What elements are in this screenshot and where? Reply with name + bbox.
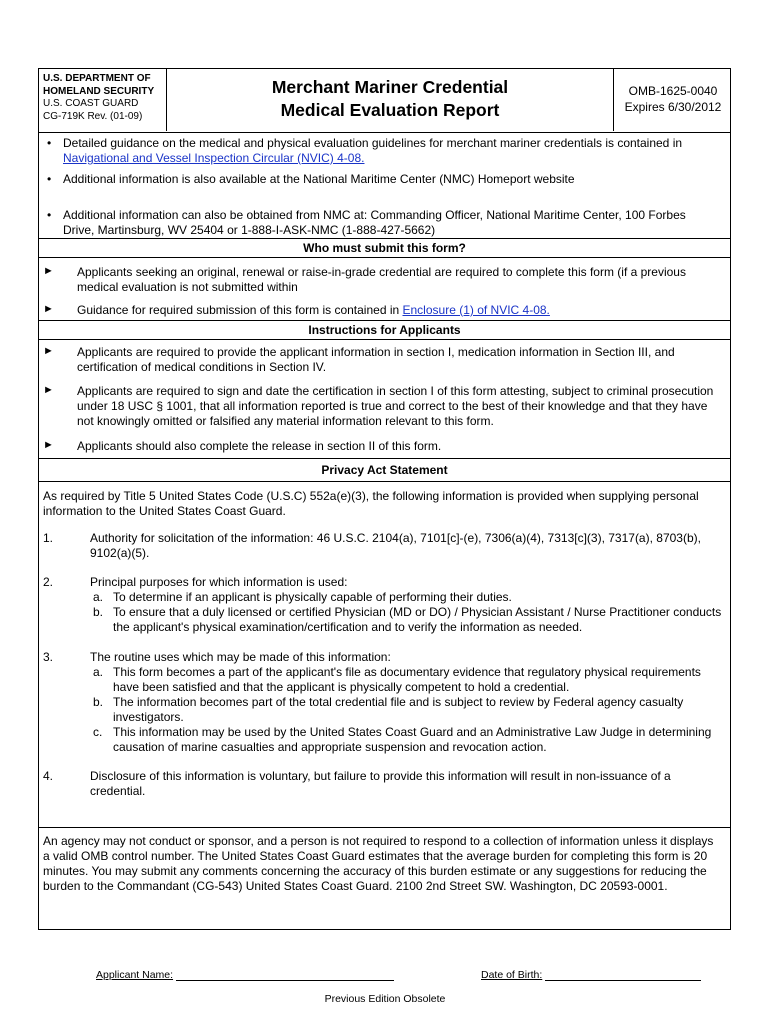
dept-line2: HOMELAND SECURITY: [43, 85, 155, 97]
intro-bullet-2: [47, 172, 719, 187]
form-header: [39, 69, 730, 133]
instructions-item-1-text: Applicants are required to provide the applicant information in section I, medication information in Section III, and certification of medical conditions in Section IV.: [77, 345, 675, 374]
nvic-link[interactable]: Navigational and Vessel Inspection Circular (NVIC) 4-08.: [63, 151, 365, 165]
form-frame: [38, 68, 731, 930]
agency-name: U.S. COAST GUARD: [43, 98, 139, 109]
who-item-2-text: Guidance for required submission of this form is contained in: [77, 303, 403, 317]
instructions-item-1: [43, 345, 723, 375]
arrow-bullet-icon: ►: [43, 303, 54, 315]
privacy-item-2b: [93, 605, 723, 635]
privacy-item-1: [43, 531, 723, 561]
instructions-item-2-text: Applicants are required to sign and date the certification in section I of this form attesting, subject to criminal prosecution under 18 USC § 1001, that all information reported is true and correct to the best of their knowledge and that they have not knowingly omitted or falsified any material information relevant to this form.: [77, 384, 714, 428]
item-number: 3.: [43, 650, 54, 664]
date-of-birth-label: Date of Birth:: [481, 969, 543, 981]
date-of-birth-line[interactable]: [545, 968, 701, 981]
divider: [39, 238, 730, 239]
privacy-item-4: [43, 769, 723, 799]
applicant-name-field[interactable]: [96, 968, 394, 981]
bullet-icon: •: [47, 136, 52, 150]
instructions-item-2: [43, 384, 723, 429]
omb-block: [613, 69, 732, 131]
who-item-2: [43, 303, 723, 318]
intro-bullet-1: [47, 136, 719, 166]
instructions-item-3-text: Applicants should also complete the release in section II of this form.: [77, 439, 442, 453]
privacy-item-3-text: The routine uses which may be made of this information:: [90, 650, 391, 664]
instructions-heading: Instructions for Applicants: [308, 323, 461, 337]
who-item-1-text: Applicants seeking an original, renewal or raise-in-grade credential are required to complete this form (if a previous medical evaluation is not submitted within: [77, 265, 686, 294]
enclosure-link[interactable]: Enclosure (1) of NVIC 4-08.: [402, 303, 550, 317]
title-line2: Medical Evaluation Report: [280, 100, 500, 120]
divider: [39, 320, 730, 321]
dept-line1: U.S. DEPARTMENT OF: [43, 73, 151, 84]
applicant-name-line[interactable]: [176, 968, 394, 981]
privacy-intro: As required by Title 5 United States Code (U.S.C) 552a(e)(3), the following information is provided when supplying personal information to the United States Coast Guard.: [43, 489, 699, 518]
date-of-birth-field[interactable]: [481, 968, 701, 981]
intro-bullet-3-text: Additional information can also be obtained from NMC at: Commanding Officer, National Maritime Center, 100 Forbes Drive, Martinsburg, WV 25404 or 1-888-I-ASK-NMC (1-888-427-5662): [63, 208, 686, 237]
divider: [39, 827, 730, 828]
privacy-item-3a: [93, 665, 723, 695]
privacy-item-1-text: Authority for solicitation of the information: 46 U.S.C. 2104(a), 7101[c]-(e), 7306(a)(4), 7313[c](3), 7317(a), 8703(b), 9102(a)(5).: [90, 531, 701, 560]
privacy-item-4-text: Disclosure of this information is voluntary, but failure to provide this information will result in non-issuance of a credential.: [90, 769, 671, 798]
item-number: 2.: [43, 575, 54, 589]
privacy-item-3b: [93, 695, 723, 725]
divider: [39, 481, 730, 482]
arrow-bullet-icon: ►: [43, 265, 54, 277]
privacy-item-3a-text: This form becomes a part of the applicant's file as documentary evidence that regulatory physical requirements have been satisfied and that the applicant is physically competent to hold a credential.: [113, 665, 701, 694]
sub-letter: a.: [93, 665, 104, 679]
arrow-bullet-icon: ►: [43, 439, 54, 451]
footer-note: Previous Edition Obsolete: [324, 993, 446, 1005]
sub-letter: b.: [93, 695, 104, 709]
intro-bullet-2-text: Additional information is also available at the National Maritime Center (NMC) Homeport website: [63, 172, 575, 186]
item-number: 4.: [43, 769, 54, 783]
sub-letter: c.: [93, 725, 103, 739]
item-number: 1.: [43, 531, 54, 545]
privacy-item-2a-text: To determine if an applicant is physically capable of performing their duties.: [113, 590, 512, 604]
applicant-name-label: Applicant Name:: [96, 969, 174, 981]
bullet-icon: •: [47, 172, 52, 186]
divider: [39, 257, 730, 258]
arrow-bullet-icon: ►: [43, 384, 54, 396]
arrow-bullet-icon: ►: [43, 345, 54, 357]
divider: [39, 339, 730, 340]
sub-letter: b.: [93, 605, 104, 619]
privacy-item-3c-text: This information may be used by the United States Coast Guard and an Administrative Law Judge in determining causation of marine casualties and appropriate suspension and revocation action.: [113, 725, 712, 754]
privacy-item-3: [43, 650, 723, 755]
expiration-date: Expires 6/30/2012: [624, 100, 722, 114]
intro-bullet-1-text: Detailed guidance on the medical and physical evaluation guidelines for merchant mariner credentials is contained in: [63, 136, 683, 150]
divider: [39, 458, 730, 459]
sub-letter: a.: [93, 590, 104, 604]
privacy-item-2-text: Principal purposes for which information is used:: [90, 575, 348, 589]
privacy-item-3b-text: The information becomes part of the total credential file and is subject to review by Federal agency casualty investigators.: [113, 695, 684, 724]
intro-bullet-3: [47, 208, 719, 238]
burden-statement: An agency may not conduct or sponsor, and a person is not required to respond to a collection of information unless it displays a valid OMB control number. The United States Coast Guard estimates that the average burden for completing this form is 20 minutes. You may submit any comments concerning the accuracy of this burden estimate or any suggestions for reducing the burden to the Commandant (CG-543) United States Coast Guard. 2100 2nd Street SW. Washington, DC 20593-0001.: [43, 834, 714, 893]
department-block: [39, 69, 167, 131]
title-line1: Merchant Mariner Credential: [271, 77, 509, 97]
privacy-item-2b-text: To ensure that a duly licensed or certified Physician (MD or DO) / Physician Assistant / Nurse Practitioner conducts the applicant's physical examination/certification and to verify the information as needed.: [113, 605, 722, 634]
privacy-item-3c: [93, 725, 723, 755]
form-title: [167, 69, 613, 131]
who-item-1: [43, 265, 723, 295]
form-number: CG-719K Rev. (01-09): [43, 110, 143, 122]
privacy-item-2: [43, 575, 723, 635]
omb-number: OMB-1625-0040: [628, 84, 718, 98]
instructions-item-3: [43, 439, 723, 454]
privacy-item-2a: [93, 590, 723, 605]
bullet-icon: •: [47, 208, 52, 222]
privacy-heading: Privacy Act Statement: [321, 463, 448, 477]
who-heading: Who must submit this form?: [303, 241, 466, 255]
